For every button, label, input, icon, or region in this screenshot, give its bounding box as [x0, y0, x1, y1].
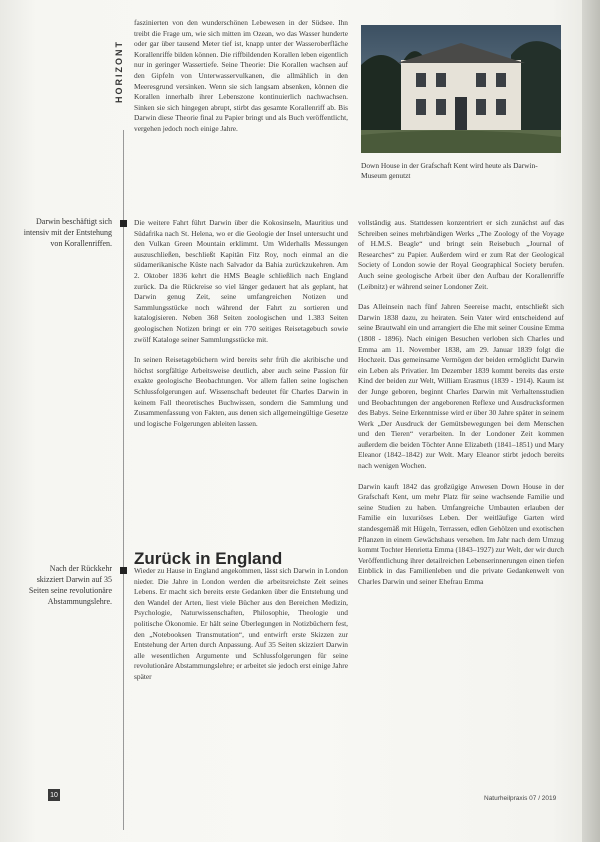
sidenote-marker-1 [120, 220, 127, 227]
right-text-column [358, 218, 564, 598]
paragraph-heirat: Das Alleinsein nach fünf Jahren Seereise macht, entschließt sich Darwin 1838 dazu, zu heiraten. Sein Vater wird entscheidend auf seine Brautwahl ein und arrangiert die Ehe mit seiner Cousine Emma (1808 - 1896). Nach einigen Besuchen verloben sich Charles und Emma am 11. November 1838, am 29. Januar 1839 folgt die Hochzeit. Das gemeinsame Vermögen der beiden ermöglicht Darwin ein Leben als Privatier. Im Dezember 1839 kommt bereits das erste Kind der beiden zur Welt, William Erasmus (1839 - 1914). Kaum ist der Junge geboren, beginnt Charles Darwin mit Verhaltensstudien und Beobachtungen der angeborenen Reflexe und Ausdrucksformen des Babys. Seine Erkenntnisse wird er über 30 Jahre später in seinem Werk „Der Ausdruck der Gemütsbewegungen bei dem Menschen und den Tieren“ verarbeiten. In der Londoner Zeit kommen außerdem die beiden Töchter Anne Elizabeth (1841–1851) und Mary Eleanor (1842–1842) zur Welt. Mary Eleanor stirbt jedoch bereits nach wenigen Wochen. [358, 302, 564, 471]
section-heading: Zurück in England [134, 549, 283, 568]
paragraph-down-house: Darwin kauft 1842 das großzügige Anwesen Down House in der Grafschaft Kent, um mehr Platz für seine wachsende Familie und seine Studien zu haben. Umfangreiche Umbauten erlauben der Familie ein luxuriöses Leben. Der weitläufige Garten wird standesgemäß mit Hügeln, Terrassen, edlen Gehölzen und exotischen Pflanzen in einem Gewächshaus versehen. Im Jahr nach dem Umzug kommt Tochter Henrietta Emma (1843–1927) zur Welt, der wir durch Veröffentlichung ihrer detailreichen Lebenserinnerungen einen tiefen Einblick in das Familienleben und die private Gedankenwelt von Charles Darwin und seiner Ehefrau Emma [358, 481, 564, 586]
paragraph-werke: vollständig aus. Stattdessen konzentriert er sich zunächst auf das Schreiben seines mehrbändigen Werks „The Zoology of the Voyage of H.M.S. Beagle“ und bringt sein Reisebuch „Journal of Researches“ zu Papier. Außerdem wird er zum Rat der Geological Society of London sowie der Royal Geographical Society berufen. Auch seine geologische Arbeit über den Aufbau der Korallenriffe (Leibnitz) er während seiner Londoner Zeit. [358, 218, 564, 291]
left-text-column [134, 218, 348, 439]
sidenote-korallenriffe: Darwin beschäftigt sich intensiv mit der Entstehung von Korallenriffen. [23, 217, 112, 248]
rail-label-text: HORIZONT [114, 39, 124, 103]
left-text-column-lower [134, 566, 348, 693]
paragraph-rueckfahrt: Die weitere Fahrt führt Darwin über die Kokosinseln, Mauritius und Südafrika nach St. Helena, wo er die Geologie der Insel untersucht und den Vulkan Green Mountain erklimmt. Um Widerhalls Messungen auszuschließen, beschließt Kapitän Fitz Roy, noch einmal an die südamerikanische Küste nach Salvador da Bahia zurückzukehren. Am 2. Oktober 1836 kehrt die HMS Beagle schließlich nach England zurück. Da die Rückreise so viel länger gedauert hat als geplant, hat Darwin genug Zeit, seine umfangreichen Notizen und Sammlungsstücke noch während der Fahrt zu sortieren und katalogisieren. Neben 368 Seiten zoologischen und 1.383 Seiten geologischen Notizen bringt er ein 770 seitiges Reisetagebuch sowie zwölf Kataloge seiner Sammlungsstücke mit. [134, 218, 348, 344]
sidenote-abstammungslehre: Nach der Rückkehr skizziert Darwin auf 35 Seiten seine revolutionäre Abstammungslehre. [28, 564, 112, 606]
paragraph-london: Wieder zu Hause in England angekommen, lässt sich Darwin in London nieder. Die Jahre in London werden die arbeitsreichste Zeit seines Lebens. Er macht sich bereits erste Gedanken über die Entstehung und den Wandel der Arten, liest viele Bücher aus den Bereichen Medizin, Psychologie, Naturwissenschaften, Philosophie, Theologie und politische Ökonomie. Er hält seine Überlegungen in Notizbüchern fest, den „Notebooksen Transmutation“, und entwirft erste Skizzen zur Entstehung der Arten durch Anpassung. Auf 35 Seiten skizziert Darwin alle wesentlichen Argumente und Schlussfolgerungen für seine revolutionäre Abstammungslehre; er arbeitet sie jedoch erst einige Jahre später [134, 566, 348, 681]
down-house-illustration [361, 25, 561, 153]
top-text-column [134, 18, 348, 145]
down-house-photo [361, 25, 561, 153]
photo-caption: Down House in der Grafschaft Kent wird heute als Darwin-Museum genutzt [361, 161, 538, 180]
rail-divider-line [123, 130, 124, 830]
section-rail-label [110, 16, 128, 126]
magazine-footer: Naturheilpraxis 07 / 2019 [484, 795, 557, 802]
paragraph-korallen: faszinierten von den wunderschönen Lebewesen in der Südsee. Ihn treibt die Frage um, wie sich mitten im Ozean, wo das Wasser hunderte oder gar über tausend Meter tief ist, knapp unter der Wasseroberfläche Korallenriffe bilden können. Die riffbildenden Korallen leben eigentlich nur in geringer Wassertiefe. Seine Theorie: Die Korallen wachsen auf den Gipfeln von Unterwasservulkanen, die allmählich in den Meeresgrund versinken. Wenn sie sich langsam absenken, können die Korallen innerhalb ihrer Lebenszone kontinuierlich nachwachsen. Sinken sie sich hingegen abrupt, stirbt das gesamte Korallenriff ab. Bis Darwin diese Theorie final zu Papier bringt und als Buch veröffentlicht, vergehen jedoch noch einige Jahre. [134, 18, 348, 133]
page-number: 10 [48, 789, 60, 801]
paragraph-arbeitsweise: In seinen Reisetagebüchern wird bereits sehr früh die akribische und höchst sorgfältige Arbeitsweise deutlich, aber auch seine Passion für exakte geologische Beobachtungen. Vor allem fallen seine logischen Schlussfolgerungen auf. Wissenschaft bedeutet für Charles Darwin in keinem Fall theoretisches Buchwissen, sondern die Sammlung und Zusammenfassung von Fakten, aus denen sich allgemeingültige Gesetze und logische Folgerungen ableiten lassen. [134, 355, 348, 428]
sidenote-marker-2 [120, 567, 127, 574]
page-binding-shadow [582, 0, 600, 842]
